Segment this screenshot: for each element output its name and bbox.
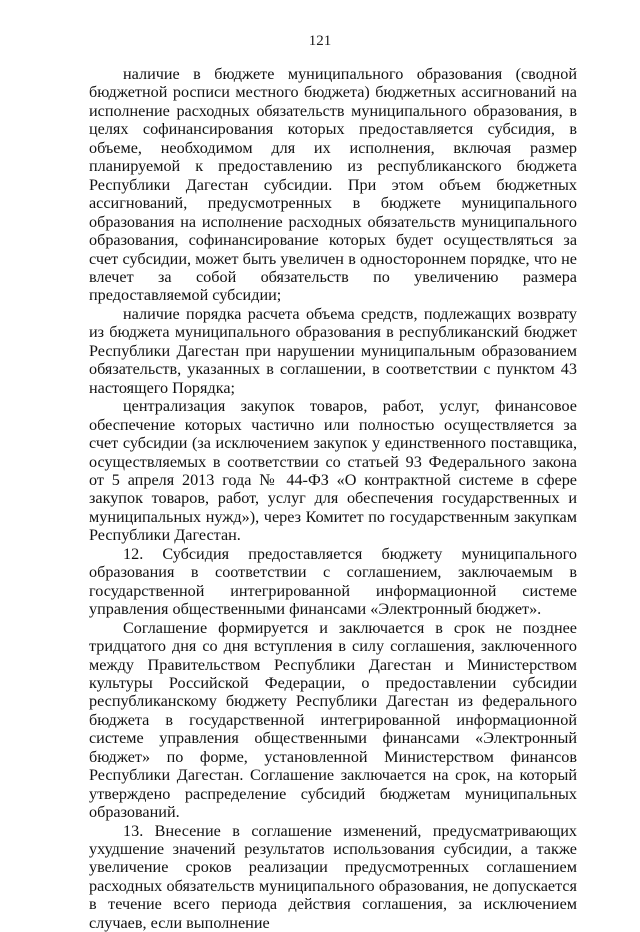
paragraph-item-12: 12. Субсидия предоставляется бюджету муниципального образования в соответствии с соглашением, заключаемым в государственной интегрированной информационной системе управления общественными финансами «Электронный бюджет».: [89, 544, 577, 619]
paragraph-refund-procedure: наличие порядка расчета объема средств, подлежащих возврату из бюджета муниципального образования в республиканский бюджет Республики Дагестан при нарушении муниципальным образованием обязательств, указанных в соглашении, в соответствии с пунктом 43 настоящего Порядка;: [89, 304, 577, 397]
document-body: [89, 65, 577, 932]
paragraph-procurement-centralization: централизация закупок товаров, работ, услуг, финансовое обеспечение которых частично или полностью осуществляется за счет субсидии (за исключением закупок у единственного поставщика, осуществляемых в соответствии со статьей 93 Федерального закона от 5 апреля 2013 года № 44-ФЗ «О контрактной системе в сфере закупок товаров, работ, услуг для обеспечения государственных и муниципальных нужд»), через Комитет по государственным закупкам Республики Дагестан.: [89, 397, 577, 545]
paragraph-budget-allocation: наличие в бюджете муниципального образования (сводной бюджетной росписи местного бюджета) бюджетных ассигнований на исполнение расходных обязательств муниципального образования, в целях софинансирования которых предоставляется субсидия, в объеме, необходимом для их исполнения, включая размер планируемой к предоставлению из республиканского бюджета Республики Дагестан субсидии. При этом объем бюджетных ассигнований, предусмотренных в бюджете муниципального образования на исполнение расходных обязательств муниципального образования, софинансирование которых будет осуществляться за счет субсидии, может быть увеличен в одностороннем порядке, что не влечет за собой обязательств по увеличению размера предоставляемой субсидии;: [89, 65, 577, 305]
paragraph-agreement-formation: Соглашение формируется и заключается в срок не позднее тридцатого дня со дня вступления в силу соглашения, заключенного между Правительством Республики Дагестан и Министерством культуры Российской Федерации, о предоставлении субсидии республиканскому бюджету Республики Дагестан из федерального бюджета в государственной интегрированной информационной системе управления общественными финансами «Электронный бюджет» по форме, установленной Министерством финансов Республики Дагестан. Соглашение заключается на срок, на который утверждено распределение субсидий бюджетам муниципальных образований.: [89, 618, 577, 822]
paragraph-item-13: 13. Внесение в соглашение изменений, предусматривающих ухудшение значений результатов использования субсидии, а также увеличение сроков реализации предусмотренных соглашением расходных обязательств муниципального образования, не допускается в течение всего периода действия соглашения, за исключением случаев, если выполнение: [89, 821, 577, 932]
page-number: 121: [308, 33, 332, 49]
